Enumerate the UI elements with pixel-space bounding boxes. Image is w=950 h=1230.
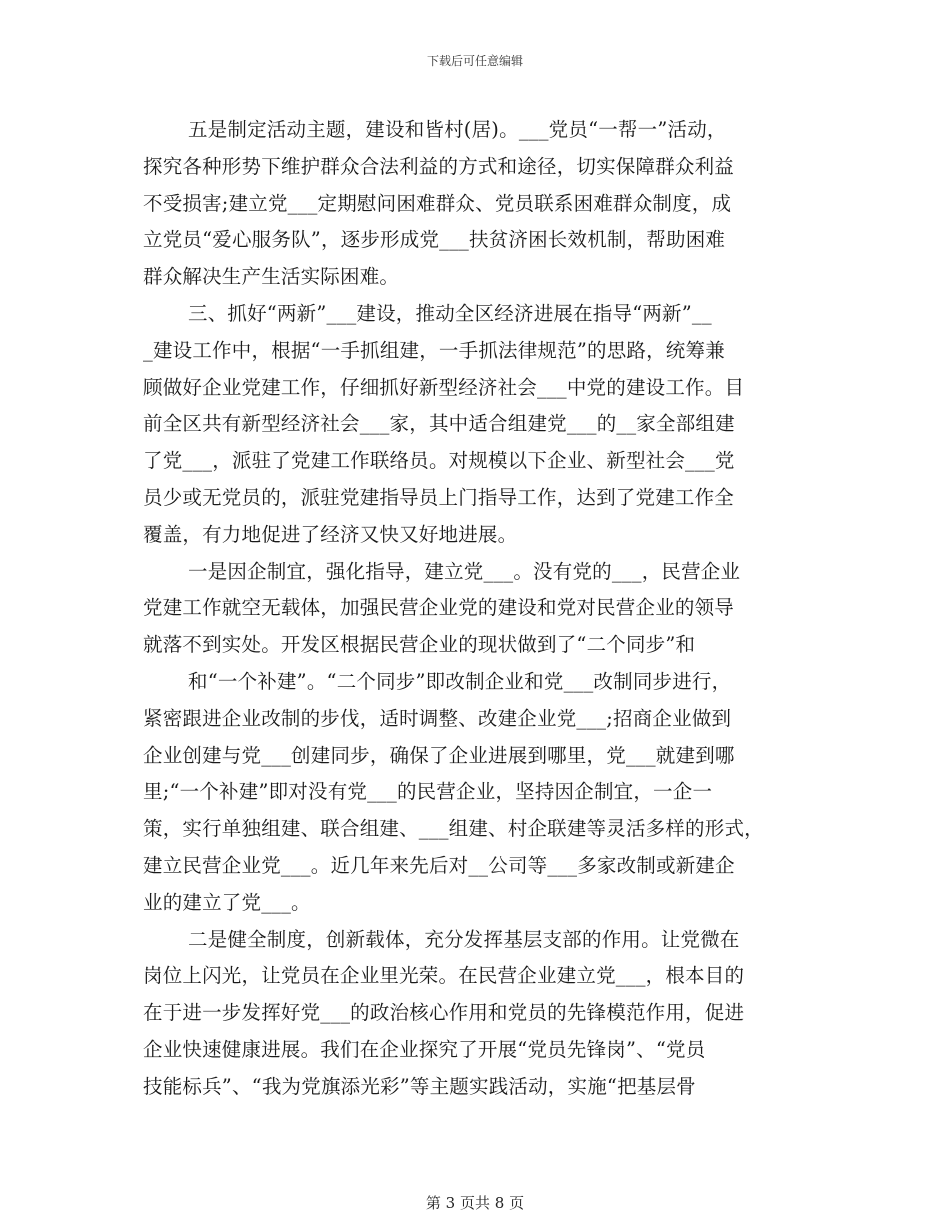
text-line: 企业快速健康进展。我们在企业探究了开展“党员先锋岗”、“党员: [143, 1037, 706, 1061]
text-line: 立党员“爱心服务队”，逐步形成党___扶贫济困长效机制，帮助困难: [143, 228, 726, 252]
text-line: 了党___，派驻了党建工作联络员。对规模以下企业、新型社会___党: [143, 449, 735, 473]
text-line: 三、抓好“两新”___建设，推动全区经济进展在指导“两新”__: [188, 301, 712, 325]
text-line: 五是制定活动主题，建设和皆村(居)。___党员“一帮一”活动，: [188, 118, 727, 141]
document-body: [143, 112, 818, 1106]
text-line: _建设工作中，根据“一手抓组建，一手抓法律规范”的思路，统筹兼: [143, 338, 725, 362]
page-footer: 第 3 页共 8 页: [425, 1194, 525, 1212]
text-line: 探究各种形势下维护群众合法利益的方式和途径，切实保障群众利益: [143, 154, 735, 178]
text-line: 二是健全制度，创新载体，充分发挥基层支部的作用。让党微在: [188, 927, 740, 951]
text-line: 顾做好企业党建工作，仔细抓好新型经济社会___中党的建设工作。目: [143, 375, 745, 399]
text-line: 岗位上闪光，让党员在企业里光荣。在民营企业建立党___，根本目的: [143, 964, 745, 988]
text-line: 策，实行单独组建、联合组建、___组建、村企联建等灵活多样的形式，: [143, 817, 764, 841]
text-line: 群众解决生产生活实际困难。: [143, 265, 400, 289]
text-line: 员少或无党员的，派驻党建指导员上门指导工作，达到了党建工作全: [143, 485, 735, 509]
text-line: 前全区共有新型经济社会___家，其中适合组建党___的__家全部组建: [143, 412, 735, 436]
text-line: 和“一个补建”。“二个同步”即改制企业和党___改制同步进行，: [188, 669, 732, 693]
text-line: 就落不到实处。开发区根据民营企业的现状做到了“二个同步”和: [143, 633, 696, 657]
text-line: 不受损害;建立党___定期慰问困难群众、党员联系困难群众制度，成: [143, 191, 732, 215]
text-line: 一是因企制宜，强化指导，建立党___。没有党的___，民营企业: [188, 559, 741, 583]
text-line: 党建工作就空无载体，加强民营企业党的建设和党对民营企业的领导: [143, 596, 735, 620]
text-line: 业的建立了党___。: [143, 890, 311, 914]
text-line: 紧密跟进企业改制的步伐，适时调整、改建企业党___;招商企业做到: [143, 706, 732, 730]
text-line: 建立民营企业党___。近几年来先后对__公司等___多家改制或新建企: [143, 853, 735, 877]
text-line: 覆盖，有力地促进了经济又快又好地进展。: [143, 522, 518, 546]
text-line: 技能标兵”、“我为党旗添光彩”等主题实践活动，实施“把基层骨: [143, 1074, 696, 1098]
text-line: 在于进一步发挥好党___的政治核心作用和党员的先锋模范作用，促进: [143, 1001, 745, 1025]
text-line: 企业创建与党___创建同步，确保了企业进展到哪里，党___就建到哪: [143, 743, 735, 767]
text-line: 里;“一个补建”即对没有党___的民营企业，坚持因企制宜，一企一: [143, 780, 713, 804]
page-header: 下载后可任意编辑: [426, 54, 523, 68]
